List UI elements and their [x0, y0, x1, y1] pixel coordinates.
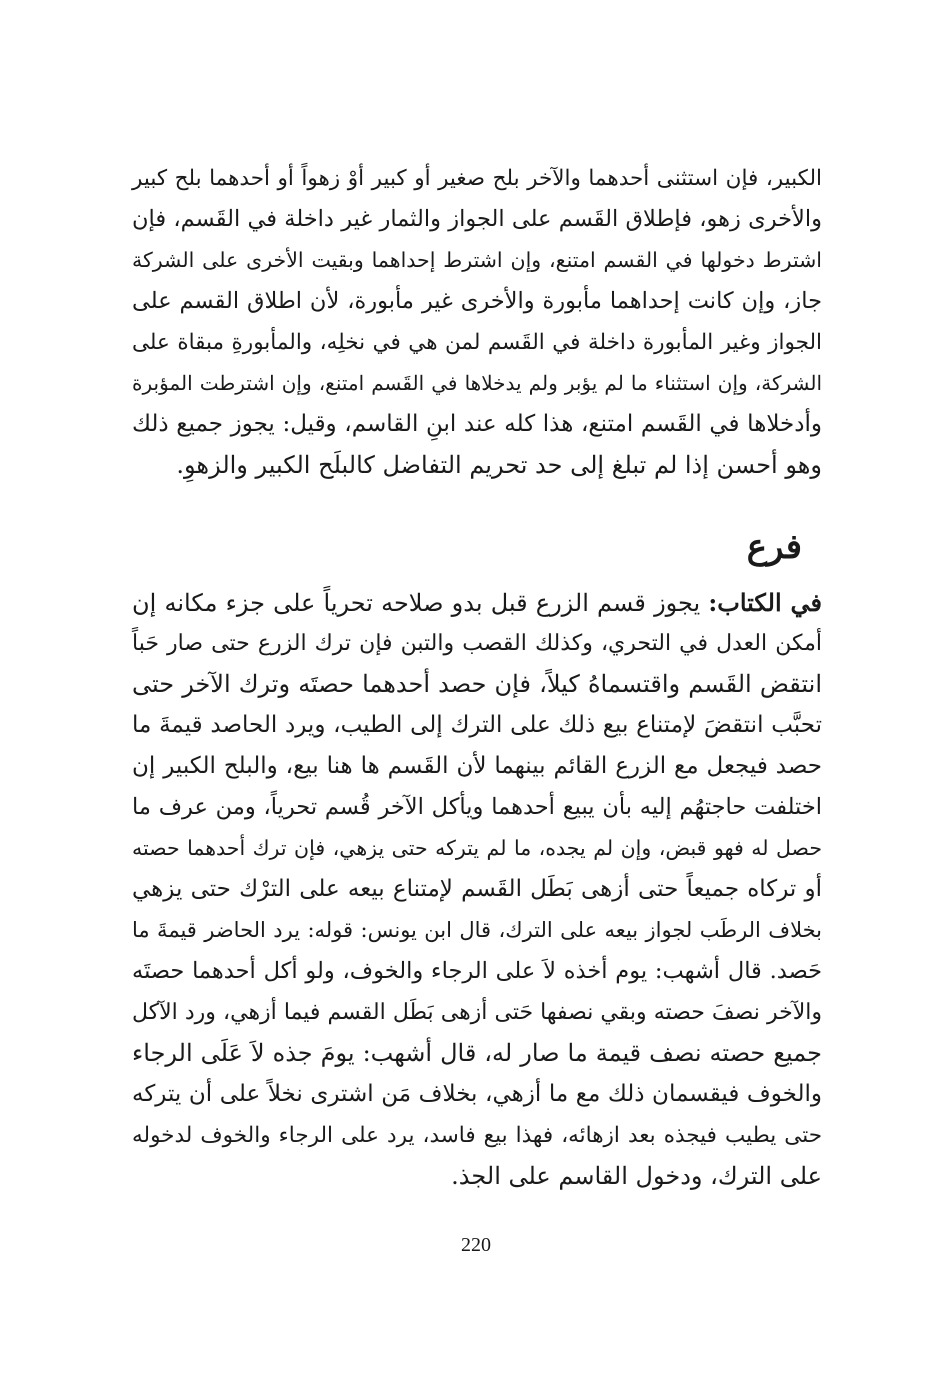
paragraph-2-line: جميع حصته نصف قيمة ما صار له، قال أشهب: يومَ جذه لاَ عَلَى الرجاء [132, 1039, 822, 1067]
paragraph-2-line: على الترك، ودخول القاسم على الجذ. [451, 1162, 822, 1190]
paragraph-2-line: أو تركاه جميعاً حتى أزهى بَطَل القَسم لإمتناع بيعه على الترْك حتى يزهي [132, 876, 822, 902]
paragraph-2-line: أمكن العدل في التحري، وكذلك القصب والتبن فإن ترك الزرع حتى صار حَباً [132, 631, 822, 656]
paragraph-2-line: والخوف فيقسمان ذلك مع ما أزهي، بخلاف مَن اشترى نخلاً على أن يتركه [132, 1081, 822, 1107]
paragraph-1-line: اشترط دخولها في القسم امتنع، وإن اشترط إحداهما وبقيت الأخرى على الشركة [132, 248, 822, 272]
paragraph-2-line: اختلفت حاجتهُم إليه بأن يبيع أحدهما ويأكل الآخر قُسم تحرياً، ومن عرف ما [132, 794, 822, 820]
paragraph-2-line: بخلاف الرطَب لجواز بيعه على الترك، قال ابن يونس: قوله: يرد الحاضر قيمةَ ما [132, 918, 822, 942]
paragraph-2-line: حصل له فهو قبض، وإن لم يجده، ما لم يتركه حتى يزهي، فإن ترك أحدهما حصته [132, 836, 822, 860]
paragraph-2-first-line-text: يجوز قسم الزرع قبل بدو صلاحه تحرياً على جزء مكانه إن [132, 589, 709, 617]
paragraph-2 [132, 582, 822, 1197]
paragraph-1-line: وأدخلاها في القَسم امتنع، هذا كله عند ابنِ القاسم، وقيل: يجوز جميع ذلك [132, 411, 822, 437]
paragraph-1-line: وهو أحسن إذا لم تبلغ إلى حد تحريم التفاضل كالبلَح الكبير والزهوِ. [176, 451, 822, 479]
paragraph-1-line: الشركة، وإن استثناء ما لم يؤبر ولم يدخلاها في القَسم امتنع، وإن اشترطت المؤبرة [132, 371, 822, 395]
paragraph-2-line: والآخر نصفَ حصته وبقي نصفها حَتى أزهى بَطَل القسم فيما أزهي، ورد الآكل [132, 1000, 822, 1025]
paragraph-2-lead: في الكتاب: [708, 588, 822, 617]
paragraph-2-first-line [132, 582, 822, 623]
section-heading: فرع [746, 527, 802, 567]
paragraph-2-line: حَصد. قال أشهب: يوم أخذه لاَ على الرجاء والخوف، ولو أكل أحدهما حصتَه [132, 958, 822, 984]
paragraph-1-line: الجواز وغير المأبورة داخلة في القَسم لمن هي في نخلِه، والمأبورةِ مبقاة على [132, 330, 822, 355]
paragraph-1 [132, 158, 822, 486]
paragraph-1-line: والأخرى زهو، فإطلاق القَسم على الجواز والثمار غير داخلة في القَسم، فإن [132, 206, 822, 232]
paragraph-1-line: جاز، وإن كانت إحداهما مأبورة والأخرى غير مأبورة، لأن اطلاق القسم على [132, 288, 822, 314]
paragraph-2-line: حتى يطيب فيجذه بعد ازهائه، فهذا بيع فاسد، يرد على الرجاء والخوف لدخوله [132, 1123, 822, 1148]
paragraph-1-line: الكبير، فإن استثنى أحدهما والآخر بلح صغير أو كبير أوْ زهواً أو أحدهما بلح كبير [132, 166, 822, 191]
paragraph-2-line: انتقض القَسم واقتسماهُ كيلاً، فإن حصد أحدهما حصتَه وترك الآخر حتى [132, 670, 822, 698]
paragraph-2-line: حصد فيجعل مع الزرع القائم بينهما لأن القَسم ها هنا بيع، والبلح الكبير إن [132, 753, 822, 779]
page-number: 220 [461, 1234, 491, 1256]
paragraph-2-line: تحبَّب انتقضَ لإمتناع بيع ذلك على الترك إلى الطيب، ويرد الحاصد قيمةَ ما [132, 712, 822, 738]
